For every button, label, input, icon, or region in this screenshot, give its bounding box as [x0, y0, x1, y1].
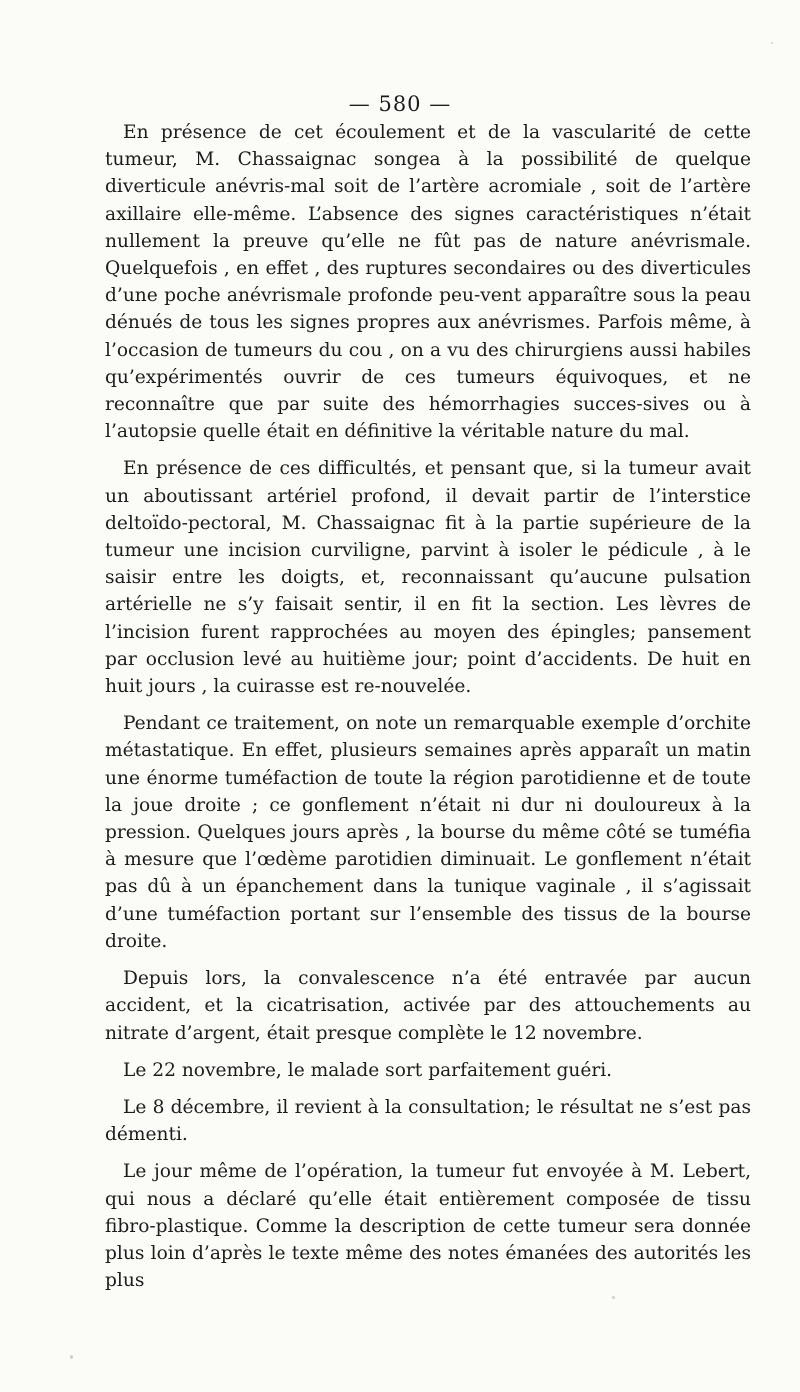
paragraph-2: En présence de ces difficultés, et pensant que, si la tumeur avait un aboutissant artériel profond, il devait partir de l’interstice deltoïdo-pectoral, M. Chassaignac fit à la partie supérieure de la tumeur une incision curviligne, parvint à isoler le pédicule , à le saisir entre les doigts, et, reconnaissant qu’aucune pulsation artérielle ne s’y faisait sentir, il en fit la section. Les lèvres de l’incision furent rapprochées au moyen des épingles; pansement par occlusion levé au huitième jour; point d’accidents. De huit en huit jours , la cuirasse est re-nouvelée.: [105, 458, 751, 698]
paragraph-5: Le 22 novembre, le malade sort parfaitement guéri.: [123, 1059, 613, 1081]
page-number: — 580 —: [348, 92, 452, 116]
paragraph-1: En présence de cet écoulement et de la vascularité de cette tumeur, M. Chassaignac songea à la possibilité de quelque diverticule anévris-mal soit de l’artère acromiale , soit de l’artère axillaire elle-même. L’absence des signes caractéristiques n’était nullement la preuve qu’elle ne fût pas de nature anévrismale. Quelquefois , en effet , des ruptures secondaires ou des diverticules d’une poche anévrismale profonde peu-vent apparaître sous la peau dénués de tous les signes propres aux anévrismes. Parfois même, à l’occasion de tumeurs du cou , on a vu des chirurgiens aussi habiles qu’expérimentés ouvrir de ces tumeurs équivoques, et ne reconnaître que par suite des hémorrhagies succes-sives ou à l’autopsie quelle était en définitive la véritable nature du mal.: [105, 122, 751, 443]
paragraph-7: Le jour même de l’opération, la tumeur fut envoyée à M. Lebert, qui nous a déclaré qu’elle était entièrement composée de tissu fibro-plastique. Comme la description de cette tumeur sera donnée plus loin d’après le texte même des notes émanées des autorités les plus: [105, 1161, 751, 1292]
paragraph-6: Le 8 décembre, il revient à la consultation; le résultat ne s’est pas démenti.: [105, 1096, 751, 1146]
paragraph-4: Depuis lors, la convalescence n’a été entravée par aucun accident, et la cicatrisation, activée par des attouchements au nitrate d’argent, était presque complète le 12 novembre.: [105, 968, 751, 1044]
paragraph-3: Pendant ce traitement, on note un remarquable exemple d’orchite métastatique. En effet, plusieurs semaines après apparaît un matin une énorme tuméfaction de toute la région parotidienne et de toute la joue droite ; ce gonflement n’était ni dur ni douloureux à la pression. Quelques jours après , la bourse du même côté se tuméfia à mesure que l’œdème parotidien diminuait. Le gonflement n’était pas dû à un épanchement dans la tunique vaginale , il s’agissait d’une tuméfaction portant sur l’ensemble des tissus de la bourse droite.: [105, 713, 751, 952]
body-text: [105, 119, 751, 1304]
